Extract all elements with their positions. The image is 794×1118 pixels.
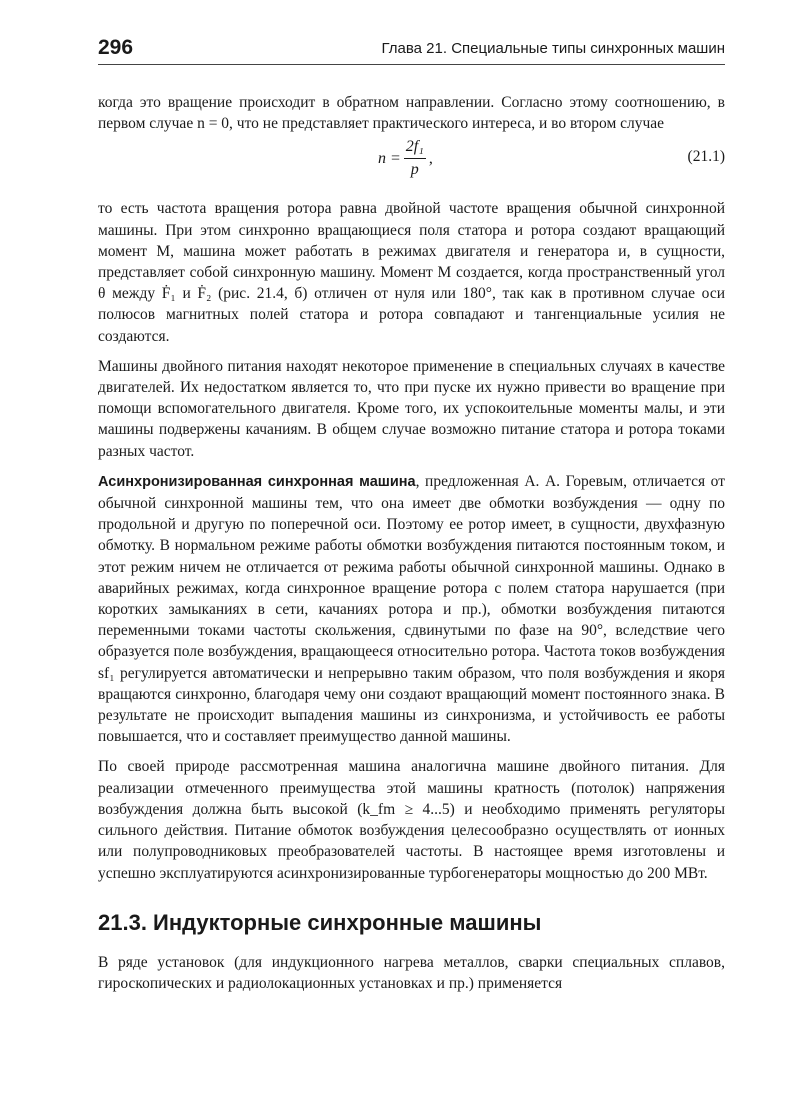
paragraph-text: , предложенная А. А. Горевым, отличается от обычной синхронной машины тем, что она имеет две обмотки возбуждения — одну по продольной и другую по поперечной оси. Поэтому ее ротор имеет, в сущности, двухфазную обмотку. В нормальном режиме работы обмотки возбуждения питаются постоянным током, и этот режим ничем не отличается от режима работы обычной синхронной машины. Однако в аварийных режимах, когда синхронное вращение ротора с полем статора нарушается (при коротких замыканиях в сети, качаниях ротора и пр.), обмотки возбуждения питаются переменными токами частоты скольжения, сдвинутыми по фазе на 90°, вследствие чего образуется поле возбуждения, вращающееся относительно ротора. Частота токов возбуждения sf₁ регулируется автоматически и непрерывно таким образом, что поля возбуждения и якоря вращаются синхронно, благодаря чему они создают вращающий момент постоянного знака. В результате не происходит выпадения машины из синхронизма, и устойчивость ее работы повышается, что и составляет преимущество данной машины. <box>98 472 726 746</box>
running-head: Глава 21. Специальные типы синхронных машин <box>381 40 725 57</box>
paragraph: По своей природе рассмотренная машина аналогична машине двойного питания. Для реализации отмеченного преимущества этой машины кратность (потолок) напряжения возбуждения должна быть высокой (k_fm ≥ 4...5) и необходимо применять регуляторы сильного действия. Питание обмоток возбуждения целесообразно осуществлять от ионных или полупроводниковых преобразователей частоты. В настоящее время изготовлены и успешно эксплуатируются асинхронизированные турбогенераторы мощностью до 200 МВт. <box>98 758 725 882</box>
paragraph: когда это вращение происходит в обратном направлении. Согласно этому соотношению, в первом случае n = 0, что не представляет практического интереса, и во втором случае <box>98 94 725 133</box>
formula-fraction <box>404 138 426 179</box>
page-header <box>98 36 725 65</box>
paragraph <box>98 471 725 748</box>
equation-number: (21.1) <box>687 148 725 166</box>
paragraph: В ряде установок (для индукционного нагрева металлов, сварки специальных сплавов, гироскопических и радиолокационных установках и пр.) применяется <box>98 953 725 992</box>
formula-trail: , <box>428 150 433 168</box>
formula-lhs: n = <box>378 150 401 168</box>
formula-denominator: p <box>410 161 419 179</box>
page-body <box>98 92 725 1003</box>
equation-21-1 <box>98 134 725 196</box>
bold-term: Асинхронизированная синхронная машина <box>98 473 416 490</box>
formula <box>378 138 433 179</box>
paragraph: то есть частота вращения ротора равна двойной частоте вращения обычной синхронной машины. При этом синхронно вращающиеся поля статора и ротора создают вращающий момент M, машина может работать в режимах двигателя и генератора и, в сущности, представляет собой синхронную машину. Момент M создается, когда пространственный угол θ между Ḟ₁ и Ḟ₂ (рис. 21.4, б) отличен от нуля или 180°, так как в противном случае оси полюсов магнитных полей статора и ротора совпадают и тангенциальные усилия не создаются. <box>98 200 725 345</box>
formula-numerator: 2f₁ <box>404 138 426 159</box>
paragraph: Машины двойного питания находят некоторое применение в специальных случаях в качестве двигателей. Их недостатком является то, что при пуске их нужно привести во вращение при помощи вспомогательного двигателя. Кроме того, их успокоительные моменты малы, и эти машины подвержены качаниям. В общем случае возможно питание статора и ротора токами разных частот. <box>98 357 725 460</box>
page-number: 296 <box>98 36 134 59</box>
section-heading: 21.3. Индукторные синхронные машины <box>98 909 542 935</box>
